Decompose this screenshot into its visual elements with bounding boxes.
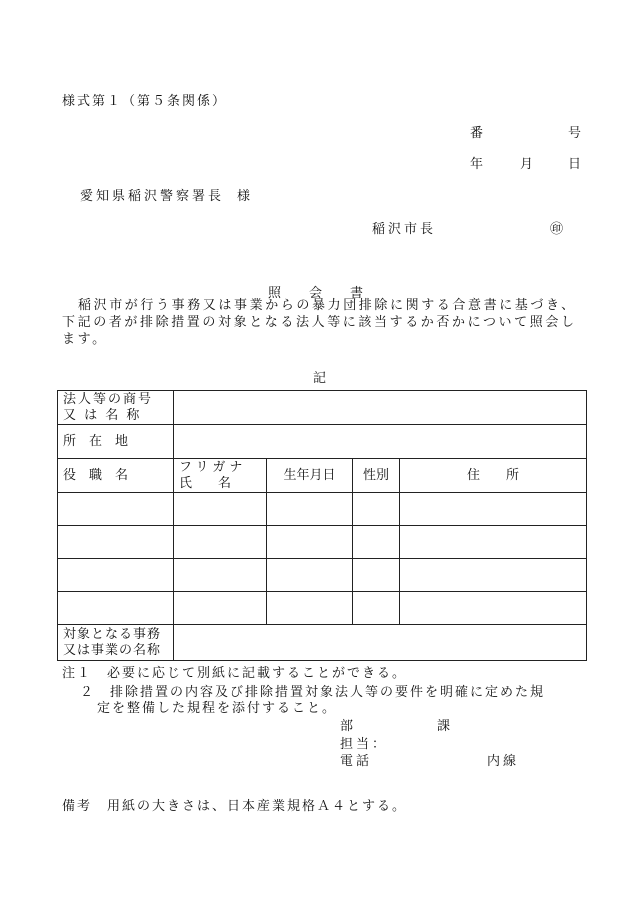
name-field[interactable] bbox=[174, 493, 267, 526]
table-row bbox=[58, 559, 587, 592]
addressee-name: 愛知県稲沢警察署長 bbox=[80, 189, 225, 204]
department-label: 部 bbox=[340, 719, 354, 734]
date-day-label: 日 bbox=[568, 157, 582, 172]
company-name-label: 法人等の商号 又 は 名 称 bbox=[58, 391, 174, 425]
gender-field[interactable] bbox=[353, 526, 400, 559]
phone-label: 電話 bbox=[340, 754, 373, 769]
gender-field[interactable] bbox=[353, 559, 400, 592]
officer-title-field[interactable] bbox=[58, 559, 174, 592]
location-label: 所 在 地 bbox=[58, 425, 174, 459]
address-field[interactable] bbox=[400, 526, 587, 559]
table-row bbox=[58, 592, 587, 625]
birthdate-field[interactable] bbox=[267, 559, 353, 592]
extension-label: 内線 bbox=[487, 754, 520, 769]
remarks: 備考 用紙の大きさは、日本産業規格Ａ４とする。 bbox=[62, 799, 408, 814]
ki-label: 記 bbox=[313, 371, 327, 386]
note-2-line-2: 定を整備した規程を添付すること。 bbox=[97, 701, 338, 716]
birthdate-field[interactable] bbox=[267, 592, 353, 625]
target-business-field[interactable] bbox=[174, 625, 587, 661]
body-text: 稲沢市が行う事務又は事業からの暴力団排除に関する合意書に基づき、下記の者が排除措置の対象となる法人等に該当するか否かについて照会します。 bbox=[62, 298, 577, 347]
form-number: 様式第１（第５条関係） bbox=[62, 94, 228, 109]
table-header-row bbox=[58, 459, 587, 493]
target-business-label: 対象となる事務 又は事業の名称 bbox=[58, 625, 174, 661]
table-row-target bbox=[58, 625, 587, 661]
gender-field[interactable] bbox=[353, 493, 400, 526]
name-field[interactable] bbox=[174, 592, 267, 625]
document-title: 照会書 bbox=[268, 286, 392, 301]
officer-title-field[interactable] bbox=[58, 526, 174, 559]
date-month-label: 月 bbox=[520, 157, 534, 172]
note-1: 注１ 必要に応じて別紙に記載することができる。 bbox=[62, 666, 408, 681]
birthdate-label: 生年月日 bbox=[267, 459, 353, 493]
date-year-label: 年 bbox=[470, 157, 484, 172]
company-name-field[interactable] bbox=[174, 391, 587, 425]
name-field[interactable] bbox=[174, 526, 267, 559]
table-row-company bbox=[58, 391, 587, 425]
location-field[interactable] bbox=[174, 425, 587, 459]
address-field[interactable] bbox=[400, 493, 587, 526]
address-field[interactable] bbox=[400, 559, 587, 592]
gender-label: 性別 bbox=[353, 459, 400, 493]
table-row bbox=[58, 526, 587, 559]
section-label: 課 bbox=[437, 719, 451, 734]
note-2-line-1: ２ 排除措置の内容及び排除措置対象法人等の要件を明確に定めた規 bbox=[80, 685, 546, 700]
name-field[interactable] bbox=[174, 559, 267, 592]
officer-title-field[interactable] bbox=[58, 592, 174, 625]
officer-title-label: 役 職 名 bbox=[58, 459, 174, 493]
birthdate-field[interactable] bbox=[267, 493, 353, 526]
birthdate-field[interactable] bbox=[267, 526, 353, 559]
officer-title-field[interactable] bbox=[58, 493, 174, 526]
address-label: 住 所 bbox=[400, 459, 587, 493]
gender-field[interactable] bbox=[353, 592, 400, 625]
inquiry-table bbox=[57, 390, 587, 661]
addressee-honorific: 様 bbox=[237, 189, 251, 204]
furigana-name-label: フリガナ 氏 名 bbox=[174, 459, 267, 493]
person-in-charge-label: 担当： bbox=[340, 737, 389, 752]
table-row bbox=[58, 493, 587, 526]
number-label: 番 bbox=[470, 126, 484, 141]
table-row-location bbox=[58, 425, 587, 459]
seal-mark: ㊞ bbox=[550, 222, 564, 237]
address-field[interactable] bbox=[400, 592, 587, 625]
issuer-name: 稲沢市長 bbox=[372, 222, 437, 237]
number-suffix: 号 bbox=[568, 126, 582, 141]
